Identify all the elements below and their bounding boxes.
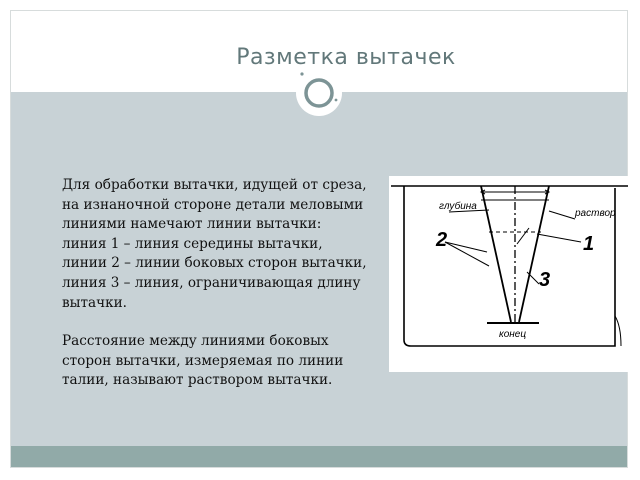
footer-bar [11,446,627,467]
label-end: конец [499,329,527,340]
paragraph-dart-opening: Расстояние между линиями боковых сторон вытачки, измеряемая по линии талии, называют раствором вытачки. [62,333,344,389]
paragraph-dart-lines: Для обработки вытачки, идущей от среза, на изнаночной стороне детали меловыми линиями намечают линии вытачки: линия 1 – линия середины вытачки, линии 2 – линии боковых сторон вытачки, линия 3 – линия, ограничивающая длину вытачки. [62,177,367,311]
label-opening: раствор [575,208,616,219]
circle-ornament-icon [296,70,342,116]
label-line-3: 3 [539,269,551,291]
body-text [62,176,368,391]
slide-title: Разметка вытачек [236,45,456,70]
label-line-1: 1 [583,233,595,255]
label-depth: глубина [439,201,477,212]
dart-diagram [389,176,628,372]
label-line-2: 2 [436,229,448,251]
